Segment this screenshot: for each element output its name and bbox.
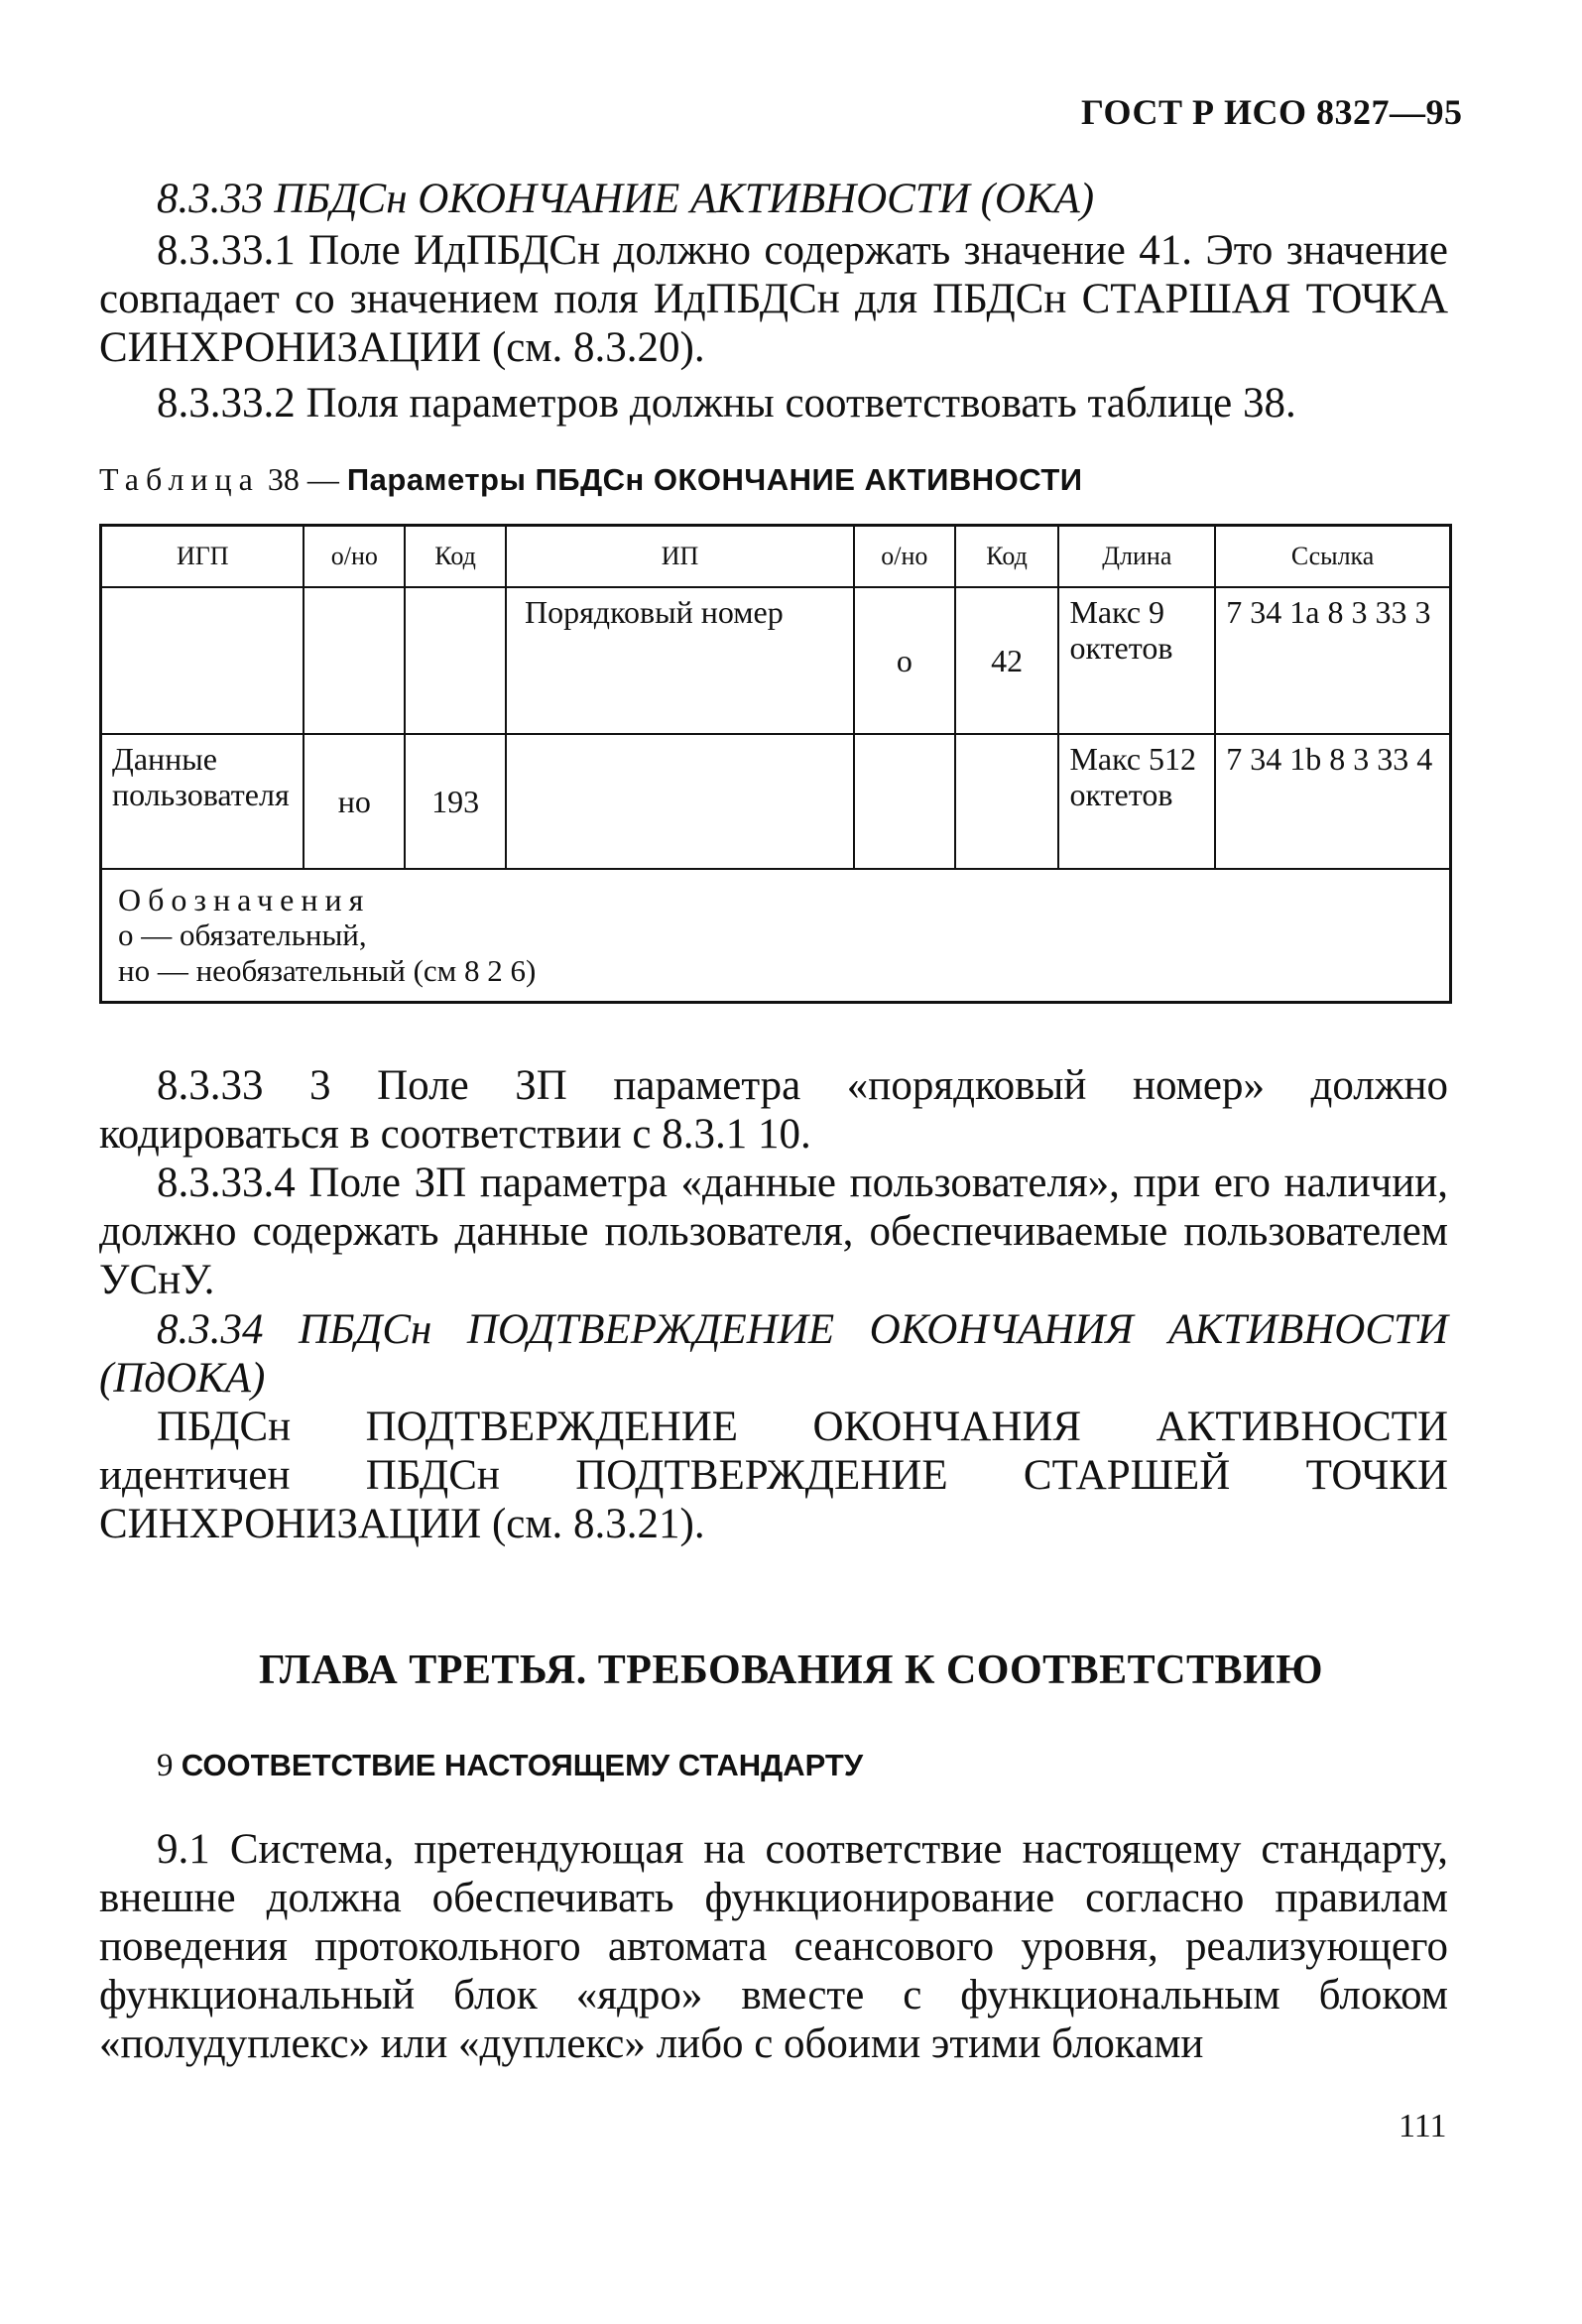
table-cell: Макс 9 октетов: [1058, 587, 1215, 734]
table-cell: о: [854, 587, 955, 734]
table-notes-row: [101, 869, 1451, 1003]
table-cell: Порядковый номер: [506, 587, 854, 734]
table-cell: [955, 734, 1059, 869]
header-kod-2: Код: [955, 526, 1059, 588]
header-igp: ИГП: [101, 526, 304, 588]
section-9-title: СООТВЕТСТВИЕ НАСТОЯЩЕМУ СТАНДАРТУ: [181, 1748, 864, 1782]
notes-title: Обозначения: [118, 882, 371, 917]
section-9-number: 9: [157, 1748, 182, 1783]
table-cell: [854, 734, 955, 869]
table-cell: [304, 587, 405, 734]
table-cell: 42: [955, 587, 1059, 734]
section-9-heading: [157, 1748, 863, 1784]
table-row: [101, 734, 1451, 869]
table-row: [101, 587, 1451, 734]
table-cell: Макс 512 октетов: [1058, 734, 1215, 869]
header-kod: Код: [405, 526, 506, 588]
table-cell: но: [304, 734, 405, 869]
header-ssylka: Ссылка: [1215, 526, 1450, 588]
note-item: о — обязательный,: [118, 917, 367, 952]
chapter-title: ГЛАВА ТРЕТЬЯ. ТРЕБОВАНИЯ К СООТВЕТСТВИЮ: [259, 1648, 1323, 1693]
table-header-row: [101, 526, 1451, 588]
table-caption-number: 38 —: [259, 461, 347, 497]
header-o-no: о/но: [304, 526, 405, 588]
table-cell: Данные пользователя: [101, 734, 304, 869]
table-caption: [99, 461, 1083, 498]
header-dlina: Длина: [1058, 526, 1215, 588]
table-notes: [101, 869, 1451, 1003]
paragraph-9-1: 9.1 Система, претендующая на соответствие настоящему стандарту, внешне должна обеспечивать функционирование согласно правилам поведения протокольного автомата сеансового уровня, реализующего функциональный блок «ядро» вместе с функциональным блоком «полудуплекс» или «дуплекс» либо с обоими этими блоками: [99, 1826, 1448, 2067]
section-title-8-3-34: 8.3.34 ПБДСн ПОДТВЕРЖДЕНИЕ ОКОНЧАНИЯ АКТИВНОСТИ (ПдОКА): [99, 1306, 1448, 1402]
table-cell: [101, 587, 304, 734]
page-number: 111: [1399, 2108, 1447, 2144]
table-cell: 7 34 1а 8 3 33 3: [1215, 587, 1450, 734]
paragraph-8-3-33-3: 8.3.33 3 Поле ЗП параметра «порядковый номер» должно кодироваться в соответствии с 8.3.1 10.: [99, 1062, 1448, 1158]
paragraph-8-3-33-4: 8.3.33.4 Поле ЗП параметра «данные пользователя», при его наличии, должно содержать данные пользователя, обеспечиваемые пользователем УСнУ.: [99, 1160, 1448, 1303]
header-o-no-2: о/но: [854, 526, 955, 588]
page-header: ГОСТ Р ИСО 8327—95: [1081, 92, 1463, 132]
table-cell: [405, 587, 506, 734]
note-item: но — необязательный (см 8 2 6): [118, 953, 537, 988]
parameters-table: [99, 524, 1452, 1004]
table-cell: 7 34 1b 8 3 33 4: [1215, 734, 1450, 869]
table-caption-prefix: Таблица: [99, 461, 260, 497]
section-title-8-3-33: 8.3.33 ПБДСн ОКОНЧАНИЕ АКТИВНОСТИ (ОКА): [157, 176, 1095, 222]
table-cell: [506, 734, 854, 869]
table-cell: 193: [405, 734, 506, 869]
paragraph-8-3-33-1: 8.3.33.1 Поле ИдПБДСн должно содержать значение 41. Это значение совпадает со значением поля ИдПБДСн для ПБДСн СТАРШАЯ ТОЧКА СИНХРОНИЗАЦИИ (см. 8.3.20).: [99, 227, 1448, 371]
paragraph-8-3-34: ПБДСн ПОДТВЕРЖДЕНИЕ ОКОНЧАНИЯ АКТИВНОСТИ идентичен ПБДСн ПОДТВЕРЖДЕНИЕ СТАРШЕЙ ТОЧКИ СИНХРОНИЗАЦИИ (см. 8.3.21).: [99, 1404, 1448, 1547]
table-caption-title: Параметры ПБДСн ОКОНЧАНИЕ АКТИВНОСТИ: [346, 462, 1083, 497]
paragraph-8-3-33-2: 8.3.33.2 Поля параметров должны соответствовать таблице 38.: [157, 380, 1296, 427]
header-ip: ИП: [506, 526, 854, 588]
